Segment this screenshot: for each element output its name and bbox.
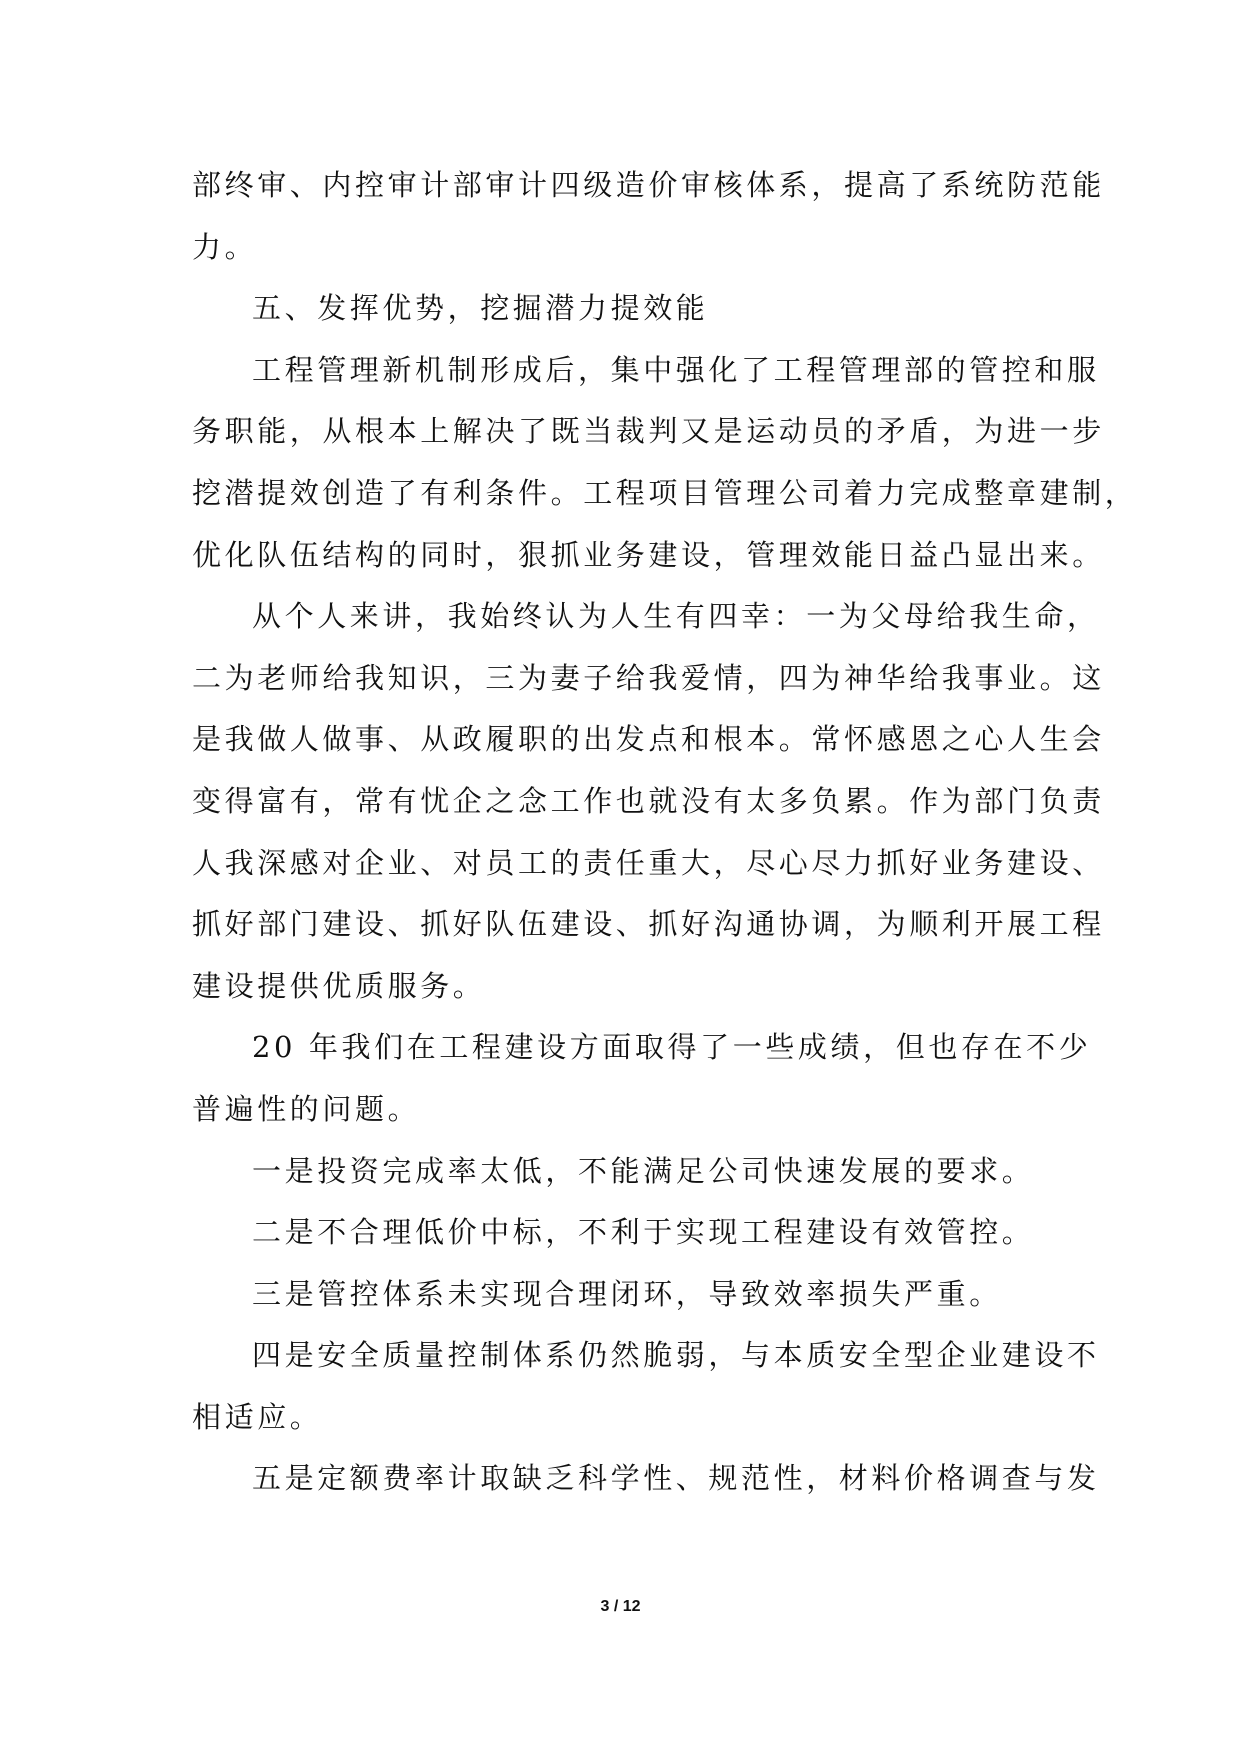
text-line: 是我做人做事、从政履职的出发点和根本。常怀感恩之心人生会 (192, 722, 1105, 757)
text-line: 务职能，从根本上解决了既当裁判又是运动员的矛盾，为进一步 (192, 414, 1105, 449)
text-line: 20 年我们在工程建设方面取得了一些成绩，但也存在不少 (252, 1030, 1092, 1065)
text-line: 二为老师给我知识，三为妻子给我爱情，四为神华给我事业。这 (192, 660, 1105, 695)
text-line: 四是安全质量控制体系仍然脆弱，与本质安全型企业建设不 (252, 1338, 1100, 1373)
text-line: 力。 (192, 229, 258, 264)
text-line: 部终审、内控审计部审计四级造价审核体系，提高了系统防范能 (192, 168, 1105, 202)
text-line: 五、发挥优势，挖掘潜力提效能 (252, 291, 709, 326)
page-number: 3 / 12 (600, 1598, 641, 1615)
text-line: 二是不合理低价中标，不利于实现工程建设有效管控。 (252, 1215, 1035, 1250)
text-line: 工程管理新机制形成后，集中强化了工程管理部的管控和服 (252, 352, 1100, 387)
text-line: 三是管控体系未实现合理闭环，导致效率损失严重。 (252, 1276, 1002, 1311)
text-line: 人我深感对企业、对员工的责任重大，尽心尽力抓好业务建设、 (192, 845, 1105, 880)
text-line: 变得富有，常有忧企之念工作也就没有太多负累。作为部门负责 (192, 783, 1105, 818)
text-line: 相适应。 (192, 1399, 323, 1434)
text-line: 挖潜提效创造了有利条件。工程项目管理公司着力完成整章建制， (192, 475, 1138, 510)
text-line: 抓好部门建设、抓好队伍建设、抓好沟通协调，为顺利开展工程 (192, 907, 1105, 942)
text-line: 优化队伍结构的同时，狠抓业务建设，管理效能日益凸显出来。 (192, 537, 1105, 572)
text-line: 从个人来讲，我始终认为人生有四幸：一为父母给我生命， (252, 599, 1100, 634)
text-line: 建设提供优质服务。 (192, 968, 486, 1003)
text-line: 五是定额费率计取缺乏科学性、规范性，材料价格调查与发 (252, 1461, 1100, 1496)
text-line: 一是投资完成率太低，不能满足公司快速发展的要求。 (252, 1153, 1035, 1188)
text-line: 普遍性的问题。 (192, 1091, 421, 1126)
document-body (192, 155, 1138, 1510)
